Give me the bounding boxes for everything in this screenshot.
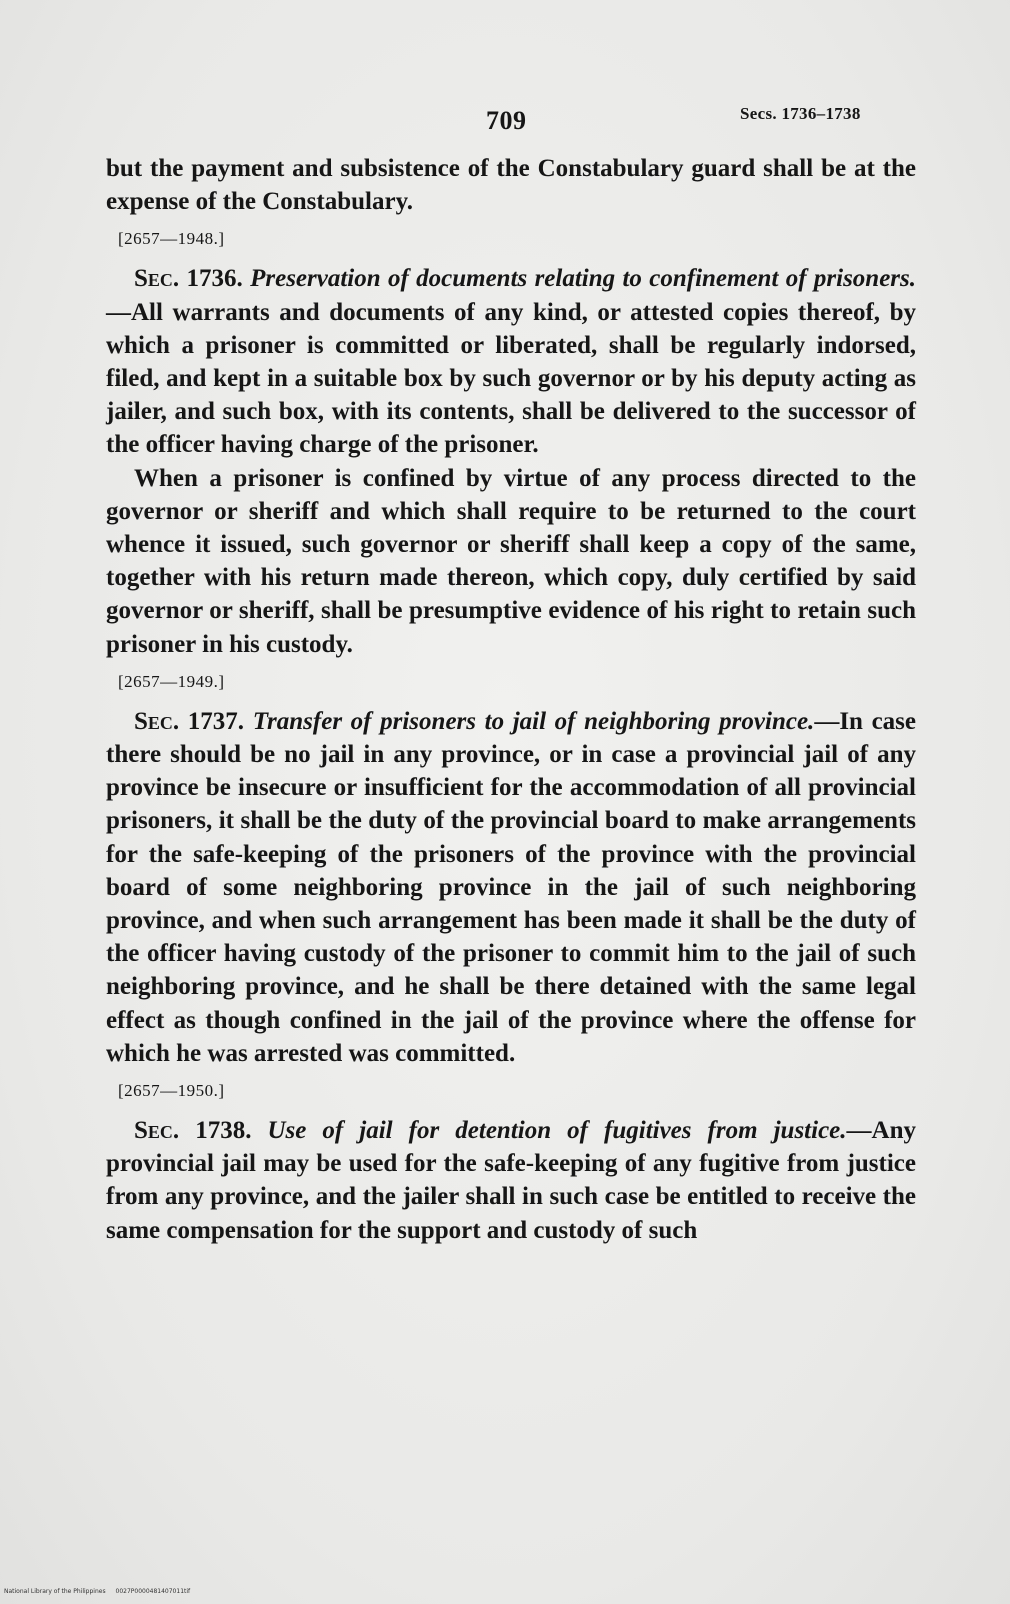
em-dash: — [106, 298, 131, 326]
intro-paragraph: but the payment and subsistence of the Constabulary guard shall be at the expense of the Constabulary. [106, 155, 916, 216]
body-text [106, 152, 916, 1247]
page-number: 709 [486, 106, 527, 135]
section-1738-paragraph [106, 1114, 916, 1247]
section-title: Transfer of prisoners to jail of neighboring province. [252, 707, 815, 735]
section-title: Preservation of documents relating to confinement of prisoners. [250, 265, 917, 293]
section-title: Use of jail for detention of fugitives from justice. [267, 1117, 847, 1145]
section-1736-paragraph-2: When a prisoner is confined by virtue of any process directed to the governor or sheriff and which shall require to be returned to the court whence it issued, such governor or sheriff shall keep a copy of the same, together with his return made thereon, which copy, duly certified by said governor or sheriff, shall be presumptive evidence of his right to retain such prisoner in his custody. [106, 464, 916, 658]
section-body: Any provincial jail may be used for the safe-keeping of any fugitive from justice from any province, and the jailer shall in such case be entitled to receive the same compensation for the support and custody of such [106, 1117, 916, 1244]
section-body: All warrants and documents of any kind, or attested copies thereof, by which a prisoner is committed or liberated, shall be regularly indorsed, filed, and kept in a suitable box by such governor or by his deputy acting as jailer, and such box, with its contents, shall be delivered to the successor of the officer having charge of the prisoner. [106, 298, 916, 459]
citation: [2657—1949.] [118, 671, 225, 691]
citation: [2657—1950.] [118, 1081, 225, 1101]
section-1736-paragraph [106, 262, 916, 461]
section-body: In case there should be no jail in any province, or in case a provincial jail of any province be insecure or insufficient for the accommodation of all provincial prisoners, it shall be the duty of the provincial board to make arrangements for the safe-keeping of the prisoners of the province with the provincial board of some neighboring province in the jail of such neighboring province, and when such arrangement has been made it shall be the duty of the officer having custody of the prisoner to commit him to the jail of such neighboring province, and he shall be there detained with the same legal effect as though confined in the jail of the province where the offense for which he was arrested was committed. [106, 707, 916, 1067]
scan-footer [4, 1588, 198, 1595]
running-head: Secs. 1736–1738 [740, 104, 861, 123]
em-dash: — [846, 1117, 872, 1145]
section-1737-paragraph [106, 705, 916, 1070]
section-label: Sec. 1736. [134, 265, 243, 293]
citation: [2657—1948.] [118, 229, 225, 249]
section-label: Sec. 1738. [134, 1117, 252, 1145]
em-dash: — [814, 707, 840, 735]
section-label: Sec. 1737. [134, 707, 245, 735]
footer-library: National Library of the Philippines [4, 1588, 106, 1595]
footer-file-id: 0027P0000481407011tif [115, 1588, 191, 1595]
